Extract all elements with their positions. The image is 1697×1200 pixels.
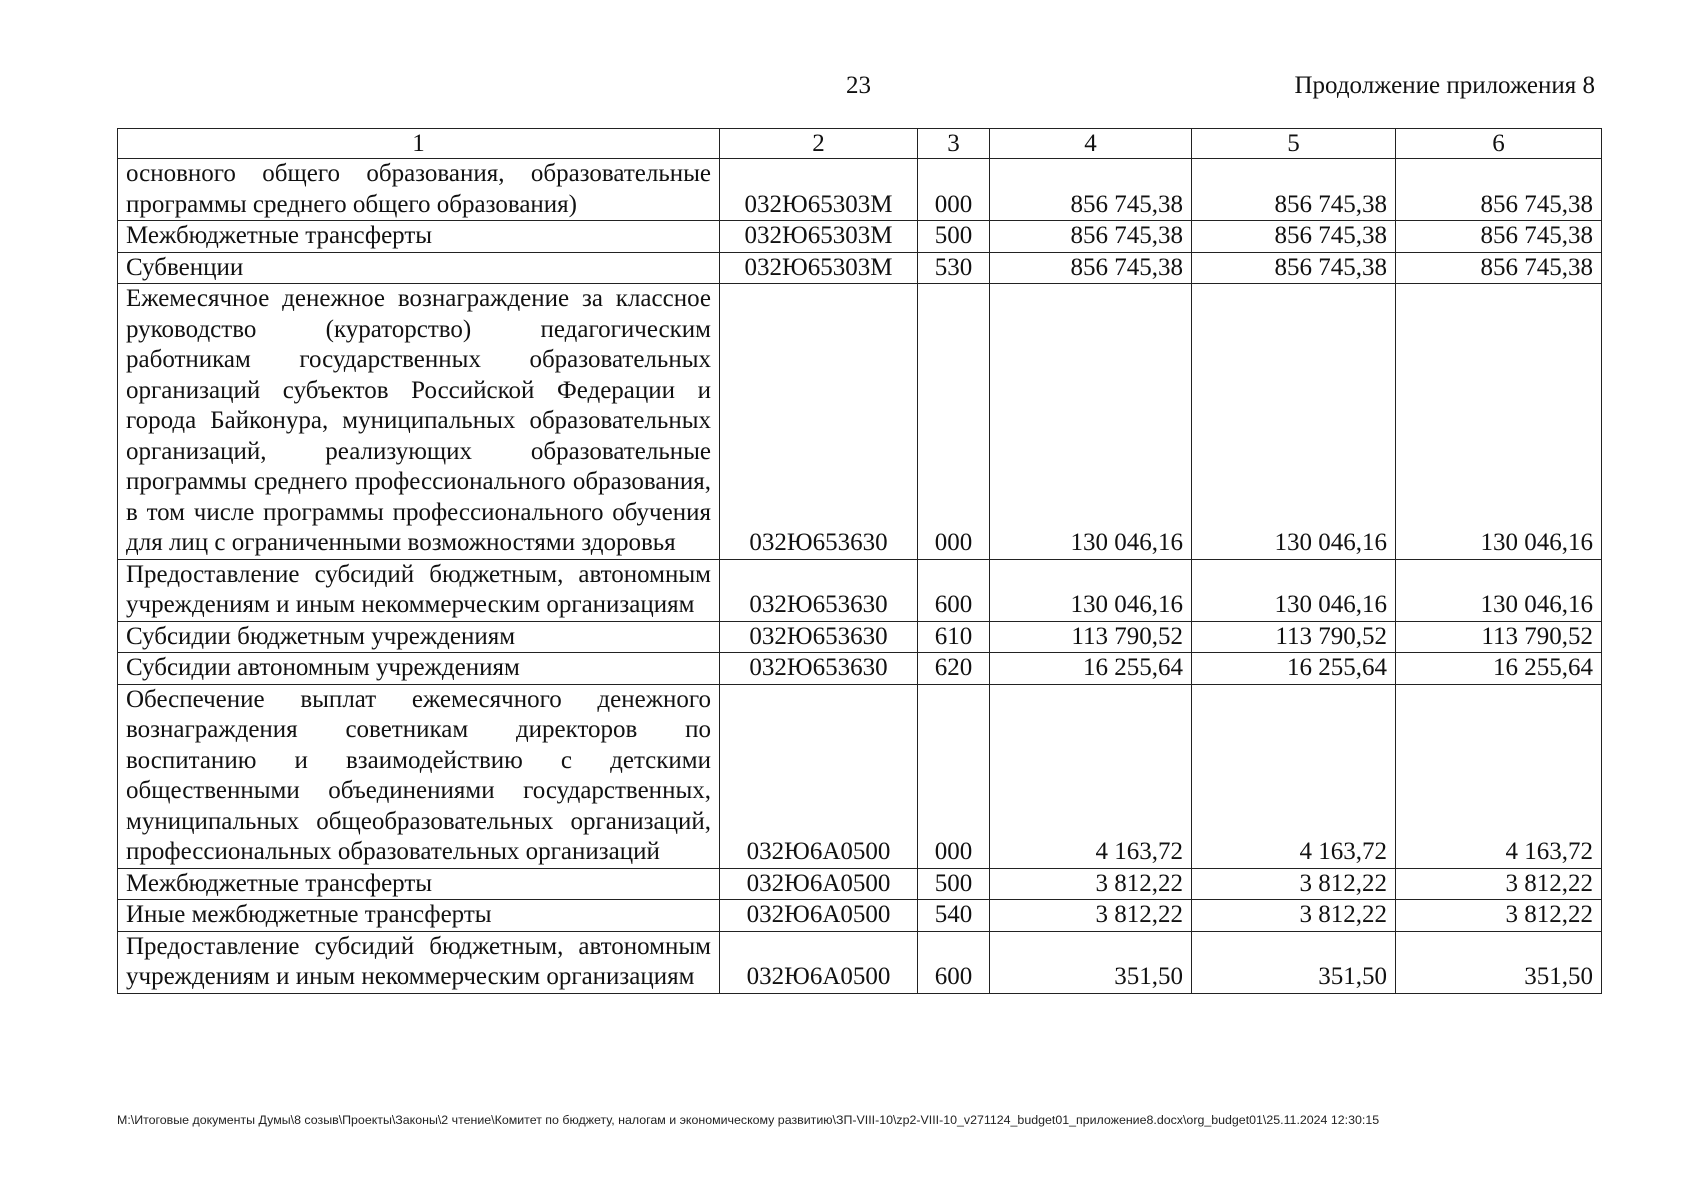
row-name: Межбюджетные трансферты [118, 221, 720, 253]
column-header: 4 [990, 129, 1192, 159]
row-code: 032Ю653630 [720, 653, 918, 685]
row-name: Субвенции [118, 252, 720, 284]
row-value-col5: 856 745,38 [1192, 159, 1396, 221]
row-code: 032Ю65303М [720, 252, 918, 284]
row-value-col4: 16 255,64 [990, 653, 1192, 685]
table-header-row [118, 129, 1602, 159]
row-type: 500 [918, 868, 990, 900]
row-name: Ежемесячное денежное вознаграждение за классное руководство (кураторство) педагогическим работникам государственных образовательных организаций субъектов Российской Федерации и города Байконура, муниципальных образовательных организаций, реализующих образовательные программы среднего профессионального образования, в том числе программы профессионального обучения для лиц с ограниченными возможностями здоровья [118, 284, 720, 560]
row-value-col6: 130 046,16 [1396, 559, 1602, 621]
row-code: 032Ю653630 [720, 284, 918, 560]
row-value-col6: 856 745,38 [1396, 221, 1602, 253]
row-value-col5: 130 046,16 [1192, 284, 1396, 560]
row-type: 500 [918, 221, 990, 253]
document-file-path: M:\Итоговые документы Думы\8 созыв\Проекты\Законы\2 чтение\Комитет по бюджету, налогам и экономическому развитию\ЗП-VIII-10\zp2-VIII-10_v271124_budget01_приложение8.docx\org_budget01\25.11.2024 12:30:15 [117, 1113, 1380, 1127]
row-value-col4: 3 812,22 [990, 868, 1192, 900]
row-name: Предоставление субсидий бюджетным, автономным учреждениям и иным некоммерческим организациям [118, 559, 720, 621]
row-code: 032Ю6А0500 [720, 868, 918, 900]
row-name: Субсидии автономным учреждениям [118, 653, 720, 685]
row-value-col4: 130 046,16 [990, 284, 1192, 560]
column-header: 5 [1192, 129, 1396, 159]
row-value-col6: 16 255,64 [1396, 653, 1602, 685]
row-value-col5: 4 163,72 [1192, 684, 1396, 868]
row-type: 610 [918, 621, 990, 653]
table-row [118, 868, 1602, 900]
table-row [118, 559, 1602, 621]
row-code: 032Ю65303М [720, 221, 918, 253]
table-row [118, 621, 1602, 653]
row-value-col5: 3 812,22 [1192, 900, 1396, 932]
page-number: 23 [846, 72, 871, 99]
row-value-col5: 16 255,64 [1192, 653, 1396, 685]
row-name: Межбюджетные трансферты [118, 868, 720, 900]
table-row [118, 221, 1602, 253]
row-type: 000 [918, 284, 990, 560]
row-type: 620 [918, 653, 990, 685]
row-value-col6: 856 745,38 [1396, 159, 1602, 221]
row-value-col5: 3 812,22 [1192, 868, 1396, 900]
row-type: 000 [918, 159, 990, 221]
table-row [118, 900, 1602, 932]
row-type: 600 [918, 931, 990, 993]
row-type: 530 [918, 252, 990, 284]
row-value-col4: 351,50 [990, 931, 1192, 993]
row-value-col4: 3 812,22 [990, 900, 1192, 932]
row-code: 032Ю65303М [720, 159, 918, 221]
table-row [118, 653, 1602, 685]
row-value-col6: 856 745,38 [1396, 252, 1602, 284]
row-code: 032Ю6А0500 [720, 900, 918, 932]
row-type: 000 [918, 684, 990, 868]
row-value-col5: 113 790,52 [1192, 621, 1396, 653]
row-value-col4: 4 163,72 [990, 684, 1192, 868]
row-value-col5: 856 745,38 [1192, 252, 1396, 284]
row-name: Субсидии бюджетным учреждениям [118, 621, 720, 653]
row-value-col4: 856 745,38 [990, 252, 1192, 284]
row-name: основного общего образования, образовательные программы среднего общего образования) [118, 159, 720, 221]
row-value-col5: 856 745,38 [1192, 221, 1396, 253]
table-row [118, 159, 1602, 221]
row-value-col4: 856 745,38 [990, 221, 1192, 253]
table-row [118, 252, 1602, 284]
row-name: Иные межбюджетные трансферты [118, 900, 720, 932]
row-type: 540 [918, 900, 990, 932]
row-code: 032Ю653630 [720, 621, 918, 653]
table-row [118, 684, 1602, 868]
row-name: Предоставление субсидий бюджетным, автономным учреждениям и иным некоммерческим организациям [118, 931, 720, 993]
row-value-col5: 351,50 [1192, 931, 1396, 993]
row-code: 032Ю6А0500 [720, 931, 918, 993]
column-header: 6 [1396, 129, 1602, 159]
row-code: 032Ю6А0500 [720, 684, 918, 868]
row-value-col4: 856 745,38 [990, 159, 1192, 221]
column-header: 1 [118, 129, 720, 159]
table-row [118, 284, 1602, 560]
row-value-col6: 4 163,72 [1396, 684, 1602, 868]
row-value-col6: 3 812,22 [1396, 868, 1602, 900]
table-row [118, 931, 1602, 993]
row-value-col6: 351,50 [1396, 931, 1602, 993]
budget-table [117, 128, 1602, 994]
row-value-col4: 130 046,16 [990, 559, 1192, 621]
row-code: 032Ю653630 [720, 559, 918, 621]
row-value-col4: 113 790,52 [990, 621, 1192, 653]
row-name: Обеспечение выплат ежемесячного денежного вознаграждения советникам директоров по воспитанию и взаимодействию с детскими общественными объединениями государственных, муниципальных общеобразовательных организаций, профессиональных образовательных организаций [118, 684, 720, 868]
row-value-col6: 3 812,22 [1396, 900, 1602, 932]
row-value-col6: 113 790,52 [1396, 621, 1602, 653]
row-type: 600 [918, 559, 990, 621]
row-value-col6: 130 046,16 [1396, 284, 1602, 560]
column-header: 2 [720, 129, 918, 159]
column-header: 3 [918, 129, 990, 159]
row-value-col5: 130 046,16 [1192, 559, 1396, 621]
appendix-caption: Продолжение приложения 8 [1294, 72, 1595, 99]
